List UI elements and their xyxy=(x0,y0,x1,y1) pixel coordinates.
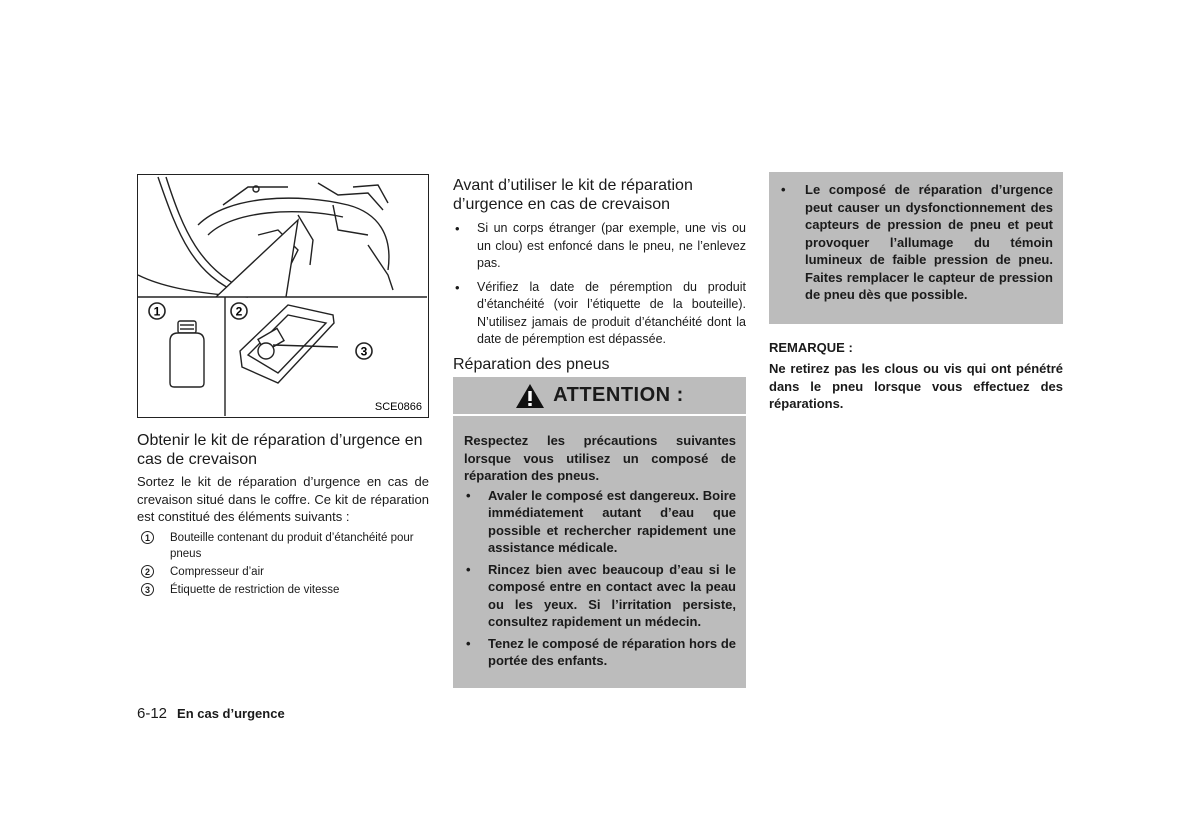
kit-items-list xyxy=(137,530,429,598)
trunk-kit-drawing xyxy=(138,175,427,416)
number-badge: 2 xyxy=(141,565,154,578)
callout-1: 1 xyxy=(153,304,161,319)
middle-column xyxy=(453,176,746,378)
section-heading-before-use: Avant d’utiliser le kit de réparation d’urgence en cas de crevaison xyxy=(453,177,693,213)
left-column xyxy=(137,431,429,600)
sensor-warning-list xyxy=(769,172,1063,304)
warning-icon xyxy=(515,383,545,409)
caution-header xyxy=(453,377,746,416)
caution-title: ATTENTION : xyxy=(553,384,684,406)
list-item xyxy=(137,530,429,562)
remark-section xyxy=(769,339,1063,415)
repair-kit-illustration xyxy=(137,174,429,418)
list-item xyxy=(137,582,429,598)
callout-3: 3 xyxy=(360,344,368,359)
caution-intro: Respectez les précautions suivantes lorsque vous utilisez un composé de réparation des pneus. xyxy=(464,433,736,483)
list-item: • Le composé de réparation d’urgence peut causer un dysfonctionnement des capteurs de pression de pneu et peut provoquer l’allumage du témoin lumineux de faible pression de pneu. Faites remplacer le capteur de pression de pneu dès que possible. xyxy=(779,181,1053,304)
list-item-text: Compresseur d’air xyxy=(170,565,264,578)
list-item: • Avaler le composé est dangereux. Boire immédiatement autant d’eau que possible et rechercher rapidement une assistance médicale. xyxy=(464,487,736,557)
section-heading-obtain-kit: Obtenir le kit de réparation d’urgence en cas de crevaison xyxy=(137,432,423,468)
figure-code: SCE0866 xyxy=(374,401,422,413)
paragraph-obtain-kit: Sortez le kit de réparation d’urgence en cas de crevaison situé dans le coffre. Ce kit de réparation est constitué des éléments suivants : xyxy=(137,474,429,524)
page-footer xyxy=(137,705,285,722)
list-item: • Tenez le composé de réparation hors de portée des enfants. xyxy=(464,635,736,670)
remark-text: Ne retirez pas les clous ou vis qui ont pénétré dans le pneu lorsque vous effectuez des réparations. xyxy=(769,361,1063,411)
before-use-bullets xyxy=(453,220,746,349)
caution-bullets xyxy=(464,487,736,670)
caution-box xyxy=(453,377,746,688)
list-item: • Rincez bien avec beaucoup d’eau si le composé entre en contact avec la peau ou les yeux. Si l’irritation persiste, consultez rapidement un médecin. xyxy=(464,561,736,631)
remark-title: REMARQUE : xyxy=(769,340,853,355)
list-item: • Vérifiez la date de péremption du produit d’étanchéité (voir l’étiquette de la bouteille). N’utilisez jamais de produit d’étanchéité dont la date de péremption est dépassée. xyxy=(453,279,746,349)
list-item-text: Étiquette de restriction de vitesse xyxy=(170,583,340,596)
list-item: • Si un corps étranger (par exemple, une vis ou un clou) est enfoncé dans le pneu, ne l’enlevez pas. xyxy=(453,220,746,273)
list-item xyxy=(137,564,429,580)
number-badge: 1 xyxy=(141,531,154,544)
number-badge: 3 xyxy=(141,583,154,596)
section-name: En cas d’urgence xyxy=(177,706,285,721)
section-heading-tire-repair: Réparation des pneus xyxy=(453,355,610,373)
caution-body xyxy=(453,416,746,670)
sensor-warning-box xyxy=(769,172,1063,324)
callout-2: 2 xyxy=(235,304,243,319)
list-item-text: Bouteille contenant du produit d’étanchéité pour pneus xyxy=(170,531,414,560)
page-number: 6-12 xyxy=(137,705,168,722)
